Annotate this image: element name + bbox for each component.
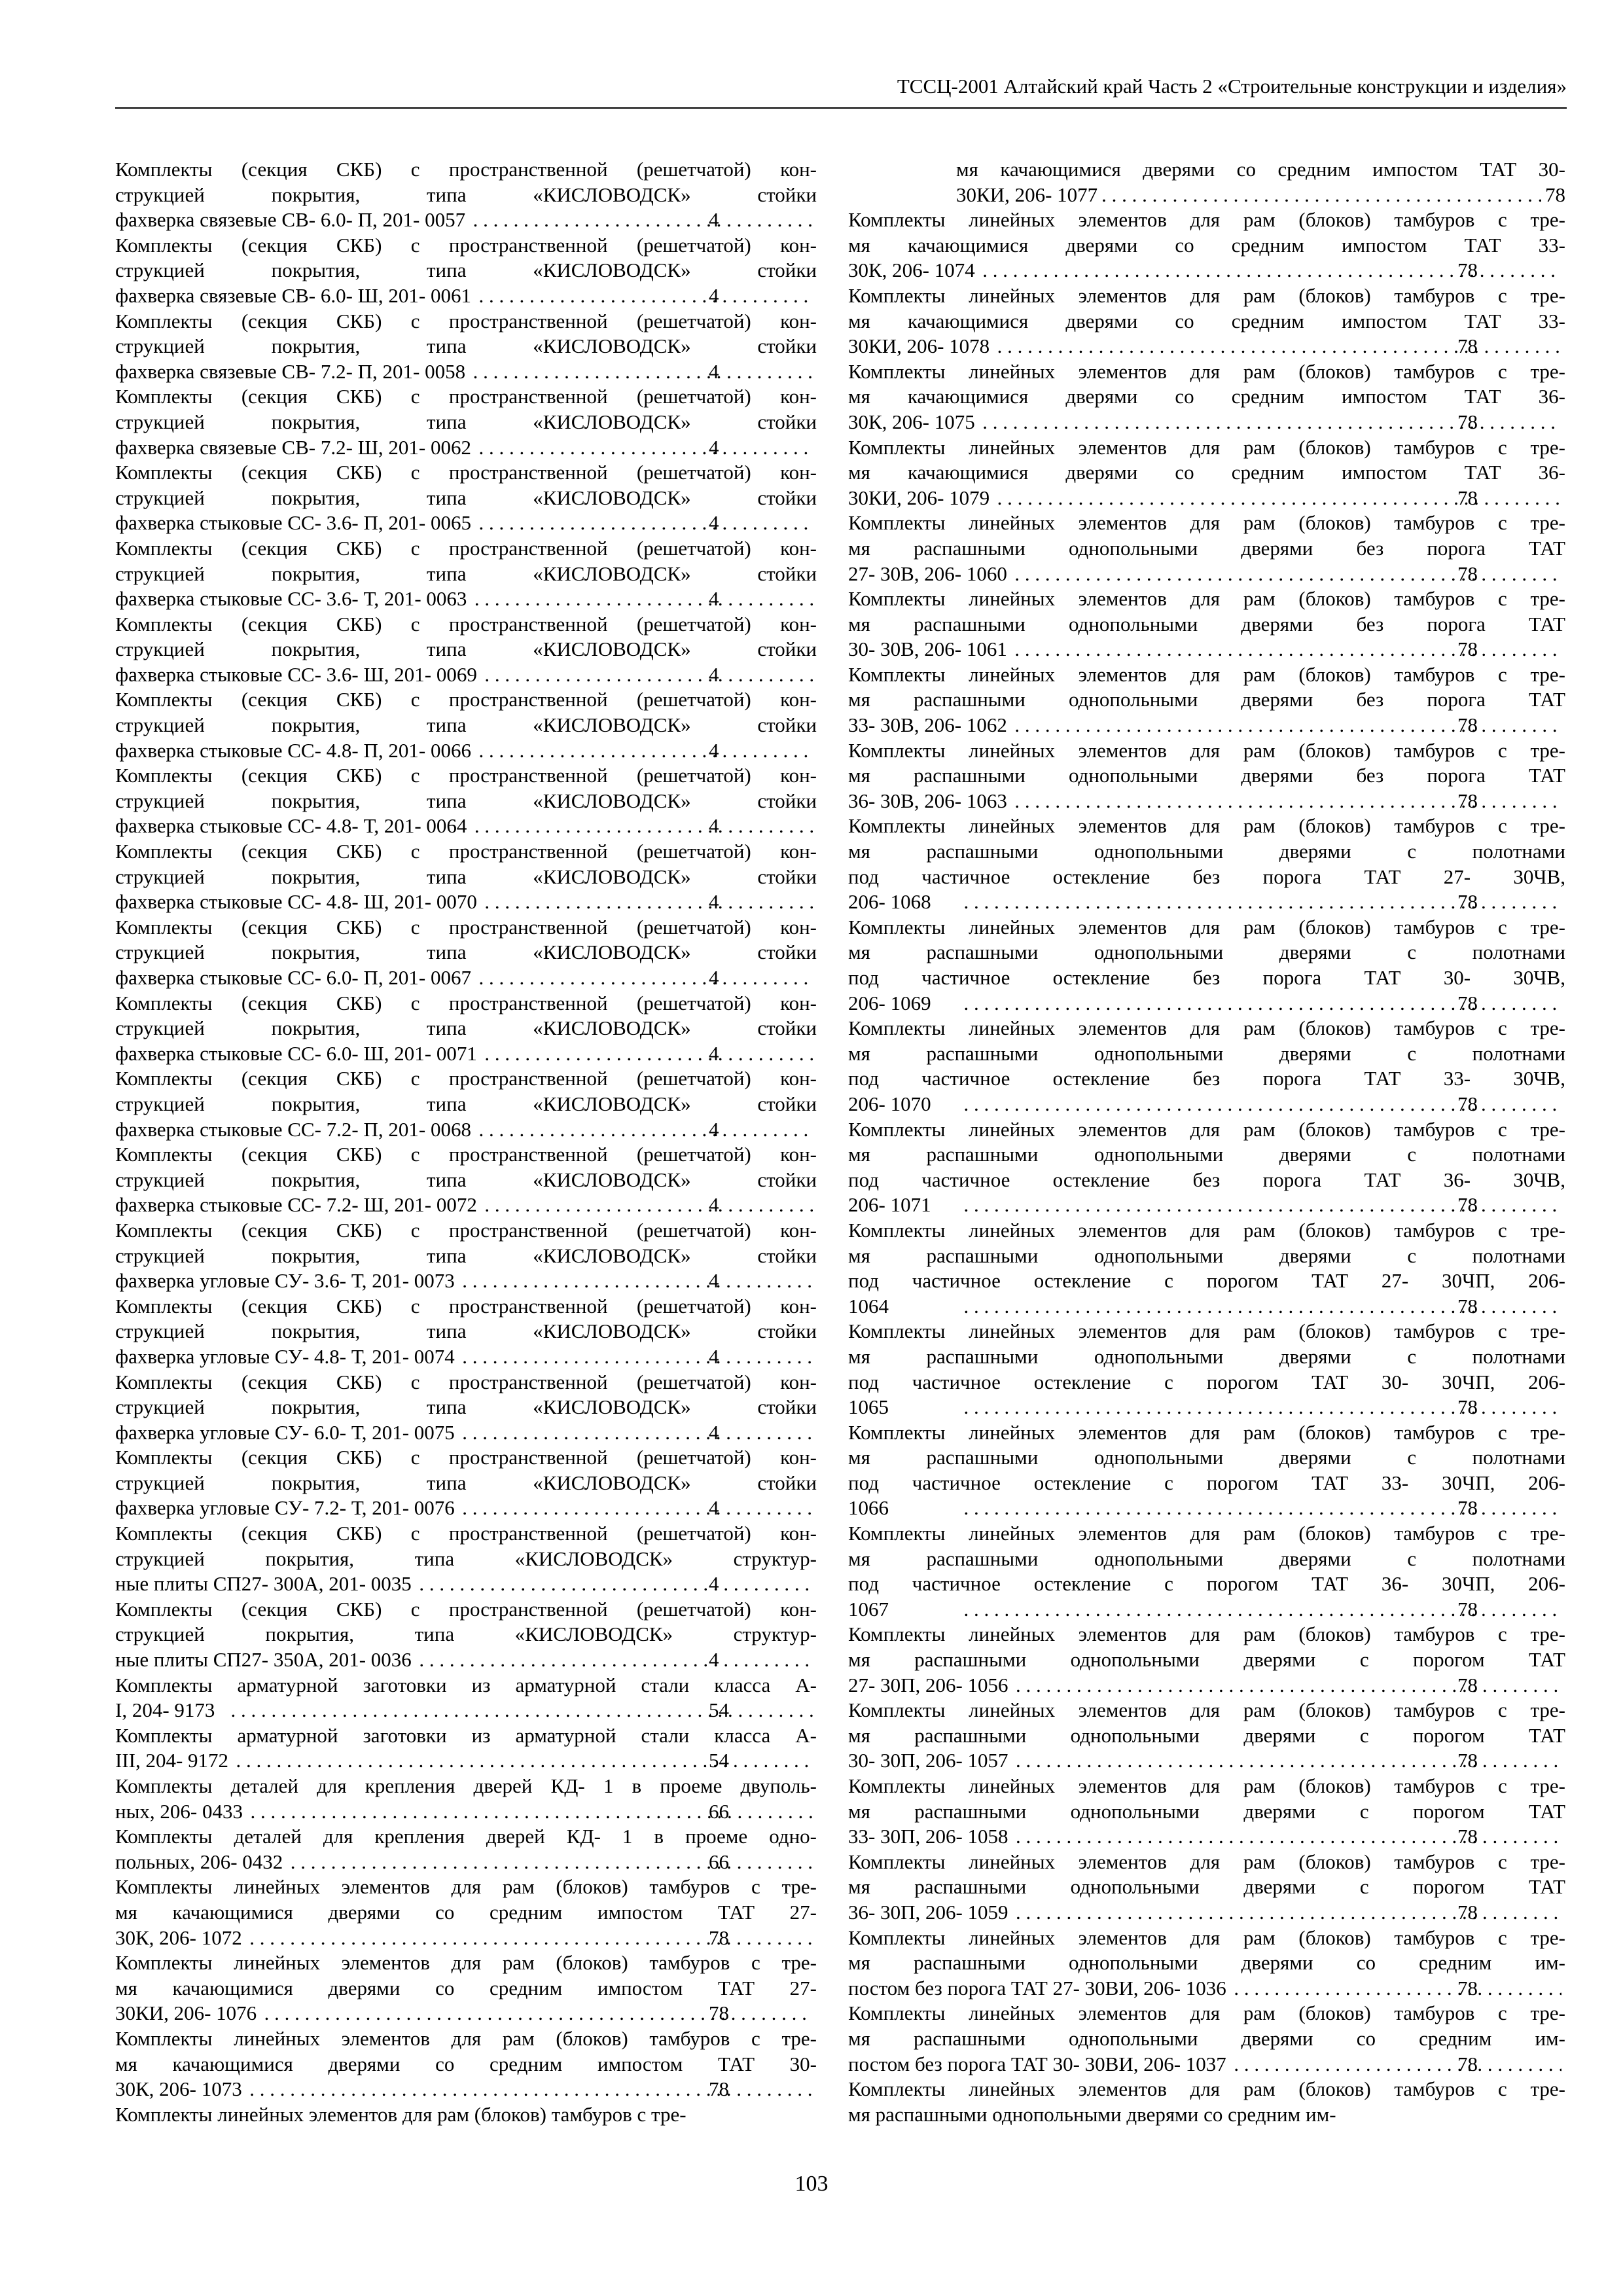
index-entry [115, 1597, 817, 1673]
entry-last-line: фахверка угловые СУ- 3.6- Т, 201- 0073 . . . 4 [223, 1268, 817, 1294]
entry-line: под частичное остекление с порогом ТАТ 30- 30ЧП, 206- [848, 1370, 1565, 1393]
page-number: 103 [794, 2172, 829, 2196]
dot-leader [260, 2001, 813, 2026]
entry-line: мя распашными однопольными дверями с полотнами [848, 1446, 1565, 1469]
index-entry [115, 991, 817, 1067]
entry-last-line: фахверка угловые СУ- 4.8- Т, 201- 0074 . . . 4 [223, 1344, 817, 1370]
entry-last-line: 1066 . . . 78 [956, 1496, 1565, 1521]
dot-leader [416, 1571, 813, 1597]
entry-line: Комплекты линейных элементов для рам (блоков) тамбуров с тре- [848, 208, 1565, 232]
entry-line: струкцией покрытия, типа «КИСЛОВОДСК» стойки [115, 486, 817, 509]
entry-last-line: ные плиты СП27- 350А, 201- 0036 . . . 4 [223, 1647, 817, 1673]
entry-line: мя распашными однопольными дверями с полотнами [848, 941, 1565, 964]
entry-line: Комплекты линейных элементов для рам (блоков) тамбуров с тре- [848, 1850, 1565, 1873]
entry-line: мя распашными однопольными дверями с полотнами [848, 1547, 1565, 1570]
index-entry [115, 536, 817, 612]
index-entry [115, 1066, 817, 1142]
index-entry [848, 738, 1565, 814]
entry-reference: 30КИ, 206- 1076 [115, 2001, 257, 2025]
entry-reference: фахверка стыковые СС- 4.8- П, 201- 0066 [115, 738, 471, 762]
entry-last-line: 1065 . . . 78 [956, 1395, 1565, 1420]
entry-line: Комплекты (секция СКБ) с пространственной (решетчатой) кон- [115, 764, 817, 787]
entry-reference: 30- 30П, 206- 1057 [848, 1749, 1008, 1772]
entry-last-line: 1067 . . . 78 [956, 1597, 1565, 1623]
dot-leader [481, 1041, 813, 1067]
entry-line: мя распашными однопольными дверями без порога ТАТ [848, 688, 1565, 711]
index-entry [115, 1723, 817, 1774]
entry-line: мя распашными однопольными дверями без порога ТАТ [848, 536, 1565, 560]
index-entry [115, 1370, 817, 1446]
entry-line: Комплекты линейных элементов для рам (блоков) тамбуров с тре- [848, 662, 1565, 686]
dot-leader [475, 511, 813, 536]
index-entry [848, 662, 1565, 738]
entry-line: Комплекты (секция СКБ) с пространственной (решетчатой) кон- [115, 233, 817, 257]
index-column-left [115, 157, 817, 2127]
entry-line: Комплекты линейных элементов для рам (блоков) тамбуров с тре- [115, 2026, 817, 2050]
entry-last-line: III, 204- 9172 . . . 54 [223, 1748, 817, 1774]
entry-line: струкцией покрытия, типа «КИСЛОВОДСК» стойки [115, 637, 817, 661]
entry-line: Комплекты линейных элементов для рам (блоков) тамбуров с тре- [115, 1951, 817, 1975]
entry-last-line: фахверка связевые СВ- 7.2- Ш, 201- 0062 . . . 4 [223, 435, 817, 461]
entry-reference: фахверка стыковые СС- 6.0- Ш, 201- 0071 [115, 1041, 477, 1065]
entry-last-line: 206- 1070 . . . 78 [956, 1092, 1565, 1117]
entry-line: Комплекты линейных элементов для рам (блоков) тамбуров с тре- [848, 915, 1565, 939]
entry-line: мя распашными однопольными дверями с полотнами [848, 1244, 1565, 1267]
entry-line: мя распашными однопольными дверями со средним им- [848, 1951, 1565, 1975]
entry-line: струкцией покрытия, типа «КИСЛОВОДСК» стойки [115, 410, 817, 433]
index-entry [115, 2102, 817, 2128]
index-entry [848, 283, 1565, 359]
entry-line: Комплекты линейных элементов для рам (блоков) тамбуров с тре- [848, 2077, 1565, 2101]
entry-line: струкцией покрытия, типа «КИСЛОВОДСК» стойки [115, 865, 817, 888]
entry-line: Комплекты (секция СКБ) с пространственной (решетчатой) кон- [115, 688, 817, 711]
index-entry [115, 1142, 817, 1218]
entry-last-line: фахверка стыковые СС- 3.6- Т, 201- 0063 . . . 4 [223, 586, 817, 612]
entry-line: Комплекты линейных элементов для рам (блоков) тамбуров с тре- [848, 435, 1565, 459]
entry-line: Комплекты линейных элементов для рам (блоков) тамбуров с тре- [848, 814, 1565, 838]
entry-line: Комплекты линейных элементов для рам (блоков) тамбуров с тре- [848, 1623, 1565, 1646]
index-entry [115, 612, 817, 688]
dot-leader [475, 1117, 813, 1143]
entry-reference: фахверка стыковые СС- 4.8- Т, 201- 0064 [115, 814, 467, 838]
entry-line: мя распашными однопольными дверями с полотнами [848, 840, 1565, 863]
dot-leader [475, 965, 813, 991]
dot-leader [481, 1193, 813, 1218]
index-column-right [848, 157, 1565, 2127]
entry-line: под частичное остекление с порогом ТАТ 36- 30ЧП, 206- [848, 1572, 1565, 1596]
entry-last-line: ные плиты СП27- 300А, 201- 0035 . . . 4 [223, 1571, 817, 1597]
entry-reference: 36- 30В, 206- 1063 [848, 789, 1007, 812]
entry-line: струкцией покрытия, типа «КИСЛОВОДСК» стойки [115, 1471, 817, 1494]
entry-line: Комплекты (секция СКБ) с пространственной (решетчатой) кон- [115, 1218, 817, 1242]
entry-last-line: фахверка связевые СВ- 7.2- П, 201- 0058 . . . 4 [223, 359, 817, 385]
entry-line: Комплекты линейных элементов для рам (блоков) тамбуров с тре- [848, 359, 1565, 383]
entry-line: Комплекты (секция СКБ) с пространственной (решетчатой) кон- [115, 1294, 817, 1318]
entry-line: Комплекты линейных элементов для рам (блоков) тамбуров с тре- [848, 1218, 1565, 1242]
dot-leader [469, 207, 813, 233]
entry-reference: фахверка угловые СУ- 7.2- Т, 201- 0076 [115, 1496, 455, 1520]
index-entry [848, 2001, 1565, 2077]
entry-last-line: 30КИ, 206- 1079 . . . 78 [956, 486, 1565, 511]
dot-leader [459, 1268, 813, 1294]
entry-reference: 27- 30П, 206- 1056 [848, 1673, 1008, 1696]
index-entry [115, 2026, 817, 2102]
entry-reference: ные плиты СП27- 300А, 201- 0035 [115, 1572, 412, 1596]
entry-reference: фахверка стыковые СС- 3.6- П, 201- 0065 [115, 511, 471, 535]
index-entry [848, 1926, 1565, 2001]
entry-line: под частичное остекление без порога ТАТ 33- 30ЧВ, [848, 1067, 1565, 1090]
entry-line: струкцией покрытия, типа «КИСЛОВОДСК» стойки [115, 1092, 817, 1115]
entry-line: мя распашными однопольными дверями с порогом ТАТ [848, 1799, 1565, 1823]
entry-line: Комплекты (секция СКБ) с пространственной (решетчатой) кон- [115, 1370, 817, 1393]
index-entry [115, 1445, 817, 1521]
entry-line: Комплекты (секция СКБ) с пространственной (решетчатой) кон- [115, 1067, 817, 1090]
dot-leader [1011, 637, 1561, 662]
entry-reference: фахверка стыковые СС- 6.0- П, 201- 0067 [115, 966, 471, 989]
entry-line: струкцией покрытия, типа «КИСЛОВОДСК» стойки [115, 259, 817, 282]
entry-reference: III, 204- 9172 [115, 1749, 229, 1772]
entry-line: Комплекты (секция СКБ) с пространственной (решетчатой) кон- [115, 309, 817, 332]
entry-last-line: 30КИ, 206- 1076 . . . 78 [223, 2001, 817, 2026]
entry-line: мя качающимися дверями со средним импостом ТАТ 36- [848, 461, 1565, 484]
entry-last-line: 206- 1068 . . . 78 [956, 889, 1565, 915]
entry-last-line: 36- 30П, 206- 1059 . . . 78 [956, 1900, 1565, 1926]
dot-leader [459, 1496, 813, 1521]
entry-reference: фахверка угловые СУ- 3.6- Т, 201- 0073 [115, 1269, 455, 1293]
entry-line: мя распашными однопольными дверями без порога ТАТ [848, 612, 1565, 636]
index-entry [115, 1294, 817, 1370]
dot-leader [287, 1850, 813, 1875]
entry-line: струкцией покрытия, типа «КИСЛОВОДСК» стойки [115, 1016, 817, 1040]
entry-line: Комплекты (секция СКБ) с пространственной (решетчатой) кон- [115, 991, 817, 1014]
index-entry [848, 359, 1565, 435]
entry-last-line: 27- 30П, 206- 1056 . . . 78 [956, 1673, 1565, 1698]
index-entry [115, 1874, 817, 1950]
entry-line: мя качающимися дверями со средним импостом ТАТ 27- [115, 1900, 817, 1924]
dot-leader [459, 1420, 813, 1446]
index-entry [115, 687, 817, 763]
dot-leader [1012, 1673, 1561, 1698]
entry-last-line: 33- 30В, 206- 1062 . . . 78 [956, 713, 1565, 738]
index-entry [848, 1850, 1565, 1926]
entry-line: струкцией покрытия, типа «КИСЛОВОДСК» стойки [115, 713, 817, 737]
index-entry [848, 511, 1565, 586]
index-entry [115, 763, 817, 839]
index-entry [115, 233, 817, 309]
entry-last-line [956, 183, 1565, 208]
entry-last-line: 206- 1071 . . . 78 [956, 1193, 1565, 1218]
entry-last-line: 30К, 206- 1073 . . . 78 [223, 2077, 817, 2102]
index-entry [115, 1824, 817, 1874]
entry-line: Комплекты арматурной заготовки из арматурной стали класса А- [115, 1673, 817, 1696]
entry-last-line: фахверка стыковые СС- 7.2- П, 201- 0068 . . . 4 [223, 1117, 817, 1143]
dot-leader [471, 586, 813, 612]
document-title: ТССЦ-2001 Алтайский край Часть 2 «Строительные конструкции и изделия» [897, 75, 1567, 98]
entry-reference: 30КИ, 206- 1077 [956, 183, 1098, 206]
index-entry [115, 1218, 817, 1294]
entry-line: под частичное остекление без порога ТАТ 30- 30ЧВ, [848, 966, 1565, 989]
entry-line: струкцией покрытия, типа «КИСЛОВОДСК» стойки [115, 941, 817, 964]
entry-line: мя качающимися дверями со средним импостом ТАТ 30- [115, 2052, 817, 2075]
entry-line: Комплекты (секция СКБ) с пространственной (решетчатой) кон- [115, 1143, 817, 1166]
entry-line: Комплекты линейных элементов для рам (блоков) тамбуров с тре- [115, 1875, 817, 1899]
entry-line: Комплекты линейных элементов для рам (блоков) тамбуров с тре- [848, 587, 1565, 611]
entry-line: мя качающимися дверями со средним импостом ТАТ 33- [848, 233, 1565, 257]
entry-line: Комплекты (секция СКБ) с пространственной (решетчатой) кон- [115, 385, 817, 408]
entry-last-line: 30К, 206- 1072 . . . 78 [223, 1926, 817, 1951]
entry-last-line: фахверка стыковые СС- 3.6- Ш, 201- 0069 . . . 4 [223, 662, 817, 688]
entry-line: мя распашными однопольными дверями со средним им- [848, 2026, 1565, 2050]
entry-last-line: ных, 206- 0433 . . . 66 [223, 1799, 817, 1825]
entry-line: под частичное остекление с порогом ТАТ 27- 30ЧП, 206- [848, 1269, 1565, 1293]
index-entry [115, 1774, 817, 1824]
dot-leader [475, 283, 813, 309]
entry-reference: фахверка стыковые СС- 4.8- Ш, 201- 0070 [115, 890, 477, 914]
index-entry [848, 814, 1565, 914]
dot-leader [1230, 2052, 1561, 2077]
entry-last-line: фахверка угловые СУ- 6.0- Т, 201- 0075 . . . 4 [223, 1420, 817, 1446]
entry-line: Комплекты (секция СКБ) с пространственной (решетчатой) кон- [115, 536, 817, 560]
entry-line: мя распашными однопольными дверями с полотнами [848, 1344, 1565, 1368]
entry-reference: 30- 30В, 206- 1061 [848, 637, 1007, 661]
entry-last-line: фахверка связевые СВ- 6.0- Ш, 201- 0061 . . . 4 [223, 283, 817, 309]
entry-line: Комплекты (секция СКБ) с пространственной (решетчатой) кон- [115, 1446, 817, 1469]
entry-line: струкцией покрытия, типа «КИСЛОВОДСК» стойки [115, 562, 817, 585]
entry-line: струкцией покрытия, типа «КИСЛОВОДСК» стойки [115, 1395, 817, 1419]
entry-reference: фахверка стыковые СС- 7.2- П, 201- 0068 [115, 1117, 471, 1141]
index-entry [115, 384, 817, 460]
entry-line: Комплекты деталей для крепления дверей КД- 1 в проеме двуполь- [115, 1774, 817, 1797]
entry-line: мя распашными однопольными дверями с порогом ТАТ [848, 1648, 1565, 1672]
entry-last-line: фахверка стыковые СС- 6.0- Ш, 201- 0071 . . . 4 [223, 1041, 817, 1067]
entry-reference: фахверка стыковые СС- 3.6- Ш, 201- 0069 [115, 662, 477, 686]
entry-reference: 30К, 206- 1074 [848, 259, 975, 282]
index-entry [848, 915, 1565, 1016]
entry-line: Комплекты линейных элементов для рам (блоков) тамбуров с тре- [848, 1117, 1565, 1141]
entry-line: Комплекты линейных элементов для рам (блоков) тамбуров с тре- [848, 1774, 1565, 1797]
entry-line: струкцией покрытия, типа «КИСЛОВОДСК» стойки [115, 1244, 817, 1267]
entry-line: струкцией покрытия, типа «КИСЛОВОДСК» структур- [115, 1547, 817, 1570]
entry-line: Комплекты линейных элементов для рам (блоков) тамбуров с тре- [848, 738, 1565, 762]
entry-line: Комплекты линейных элементов для рам (блоков) тамбуров с тре- [115, 2102, 687, 2126]
entry-line: Комплекты (секция СКБ) с пространственной (решетчатой) кон- [115, 840, 817, 863]
index-entry [848, 207, 1565, 283]
entry-line: струкцией покрытия, типа «КИСЛОВОДСК» стойки [115, 183, 817, 206]
index-entry [115, 460, 817, 536]
entry-reference: 33- 30В, 206- 1062 [848, 713, 1007, 737]
entry-line: струкцией покрытия, типа «КИСЛОВОДСК» структур- [115, 1623, 817, 1646]
entry-last-line: фахверка связевые СВ- 6.0- П, 201- 0057 . . . 4 [223, 207, 817, 233]
entry-reference: 36- 30П, 206- 1059 [848, 1900, 1008, 1924]
entry-line: Комплекты (секция СКБ) с пространственной (решетчатой) кон- [115, 158, 817, 181]
entry-line: Комплекты линейных элементов для рам (блоков) тамбуров с тре- [848, 511, 1565, 535]
entry-reference: фахверка связевые СВ- 6.0- П, 201- 0057 [115, 208, 466, 232]
dot-leader [475, 435, 813, 461]
entry-last-line: 206- 1069 . . . 78 [956, 991, 1565, 1016]
index-entry [115, 915, 817, 991]
index-entry [848, 1774, 1565, 1850]
index-entry [848, 1319, 1565, 1420]
entry-last-line: 30- 30П, 206- 1057 . . . 78 [956, 1748, 1565, 1774]
entry-last-line: I, 204- 9173 . . . 54 [223, 1698, 817, 1723]
dot-leader [481, 889, 813, 915]
entry-line: мя распашными однопольными дверями с порогом ТАТ [848, 1875, 1565, 1899]
entry-line: мя распашными однопольными дверями с полотнами [848, 1143, 1565, 1166]
dot-leader [1012, 1900, 1561, 1926]
entry-reference: ные плиты СП27- 350А, 201- 0036 [115, 1648, 412, 1672]
index-entry [848, 586, 1565, 662]
entry-reference: фахверка связевые СВ- 7.2- Ш, 201- 0062 [115, 435, 471, 459]
entry-line: Комплекты линейных элементов для рам (блоков) тамбуров с тре- [848, 1522, 1565, 1545]
entry-line: мя распашными однопольными дверями с полотнами [848, 1041, 1565, 1065]
dot-leader [469, 359, 813, 385]
entry-line: Комплекты (секция СКБ) с пространственной (решетчатой) кон- [115, 915, 817, 939]
entry-last-line: фахверка стыковые СС- 4.8- Ш, 201- 0070 . . . 4 [223, 889, 817, 915]
entry-line: Комплекты (секция СКБ) с пространственной (решетчатой) кон- [115, 1522, 817, 1545]
entry-line: под частичное остекление без порога ТАТ 36- 30ЧВ, [848, 1168, 1565, 1191]
entry-last-line: фахверка угловые СУ- 7.2- Т, 201- 0076 . . . 4 [223, 1496, 817, 1521]
dot-leader [1101, 183, 1541, 208]
dot-leader [475, 738, 813, 764]
entry-reference: фахверка угловые СУ- 4.8- Т, 201- 0074 [115, 1344, 455, 1368]
entry-last-line: фахверка стыковые СС- 3.6- П, 201- 0065 . . . 4 [223, 511, 817, 536]
entry-reference: 30К, 206- 1072 [115, 1926, 242, 1949]
entry-line: мя распашными однопольными дверями со средним им- [848, 2102, 1336, 2126]
entry-last-line: 30К, 206- 1074 . . . 78 [956, 258, 1565, 283]
entry-line: под частичное остекление с порогом ТАТ 33- 30ЧП, 206- [848, 1471, 1565, 1494]
index-entry [848, 435, 1565, 511]
entry-reference: польных, 206- 0432 [115, 1850, 283, 1873]
entry-last-line: 36- 30В, 206- 1063 . . . 78 [956, 789, 1565, 814]
entry-reference: ных, 206- 0433 [115, 1799, 243, 1823]
entry-reference: фахверка угловые СУ- 6.0- Т, 201- 0075 [115, 1420, 455, 1444]
dot-leader [1012, 1748, 1561, 1774]
entry-reference: 30КИ, 206- 1079 [848, 486, 990, 509]
entry-reference: фахверка стыковые СС- 7.2- Ш, 201- 0072 [115, 1193, 477, 1217]
dot-leader [1011, 789, 1561, 814]
dot-leader [1012, 1824, 1561, 1850]
entry-line: мя качающимися дверями со средним импостом ТАТ 33- [848, 309, 1565, 332]
entry-last-line: 33- 30П, 206- 1058 . . . 78 [956, 1824, 1565, 1850]
index-entry [115, 309, 817, 385]
entry-line: мя качающимися дверями со средним импостом ТАТ 27- [115, 1976, 817, 2000]
entry-line: Комплекты линейных элементов для рам (блоков) тамбуров с тре- [848, 1016, 1565, 1040]
entry-last-line: 30К, 206- 1075 . . . 78 [956, 410, 1565, 435]
index-entry [848, 1117, 1565, 1218]
entry-line: Комплекты (секция СКБ) с пространственной (решетчатой) кон- [115, 1597, 817, 1621]
entry-reference: постом без порога ТАТ 27- 30ВИ, 206- 1036 [848, 1976, 1226, 2000]
entry-line: Комплекты линейных элементов для рам (блоков) тамбуров с тре- [848, 1319, 1565, 1343]
index-entry [848, 157, 1565, 207]
entry-last-line: 30КИ, 206- 1078 . . . 78 [956, 334, 1565, 359]
entry-line: Комплекты линейных элементов для рам (блоков) тамбуров с тре- [848, 283, 1565, 307]
dot-leader [459, 1344, 813, 1370]
index-entry [848, 1622, 1565, 1698]
entry-line: Комплекты линейных элементов для рам (блоков) тамбуров с тре- [848, 1420, 1565, 1444]
entry-last-line: постом без порога ТАТ 30- 30ВИ, 206- 1037 . . . 78 [956, 2052, 1565, 2077]
dot-leader [481, 662, 813, 688]
entry-line: струкцией покрытия, типа «КИСЛОВОДСК» стойки [115, 1319, 817, 1343]
entry-reference: 33- 30П, 206- 1058 [848, 1825, 1008, 1848]
index-entry [115, 839, 817, 915]
index-entry [115, 1521, 817, 1597]
index-entry [115, 1673, 817, 1723]
entry-reference: 30К, 206- 1075 [848, 410, 975, 433]
entry-line: мя качающимися дверями со средним импостом ТАТ 30- [956, 158, 1565, 181]
index-entry [848, 1420, 1565, 1521]
index-entry [115, 157, 817, 233]
dot-leader [1230, 1976, 1561, 2001]
dot-leader [1011, 562, 1561, 587]
entry-line: Комплекты (секция СКБ) с пространственной (решетчатой) кон- [115, 612, 817, 636]
entry-last-line: польных, 206- 0432 . . . 66 [223, 1850, 817, 1875]
entry-line: Комплекты (секция СКБ) с пространственной (решетчатой) кон- [115, 461, 817, 484]
entry-reference: 27- 30В, 206- 1060 [848, 562, 1007, 585]
index-entry [848, 1218, 1565, 1319]
index-entry [848, 1698, 1565, 1774]
entry-line: струкцией покрытия, типа «КИСЛОВОДСК» стойки [115, 789, 817, 812]
entry-last-line: 1064 . . . 78 [956, 1294, 1565, 1319]
entry-reference: 30К, 206- 1073 [115, 2077, 242, 2101]
entry-reference: фахверка связевые СВ- 7.2- П, 201- 0058 [115, 359, 466, 383]
entry-last-line: фахверка стыковые СС- 4.8- Т, 201- 0064 . . . 4 [223, 814, 817, 839]
entry-last-line: 27- 30В, 206- 1060 . . . 78 [956, 562, 1565, 587]
entry-line: мя качающимися дверями со средним импостом ТАТ 36- [848, 385, 1565, 408]
entry-line: струкцией покрытия, типа «КИСЛОВОДСК» стойки [115, 1168, 817, 1191]
entry-last-line: постом без порога ТАТ 27- 30ВИ, 206- 1036 . . . 78 [956, 1976, 1565, 2001]
entry-line: Комплекты линейных элементов для рам (блоков) тамбуров с тре- [848, 1926, 1565, 1949]
entry-reference: фахверка связевые СВ- 6.0- Ш, 201- 0061 [115, 283, 471, 307]
entry-line: мя распашными однопольными дверями без порога ТАТ [848, 764, 1565, 787]
entry-line: Комплекты линейных элементов для рам (блоков) тамбуров с тре- [848, 2001, 1565, 2025]
entry-line: Комплекты арматурной заготовки из арматурной стали класса А- [115, 1723, 817, 1747]
entry-last-line: фахверка стыковые СС- 6.0- П, 201- 0067 . . . 4 [223, 965, 817, 991]
entry-line: струкцией покрытия, типа «КИСЛОВОДСК» стойки [115, 334, 817, 358]
entry-reference: 30КИ, 206- 1078 [848, 334, 990, 358]
entry-line: под частичное остекление без порога ТАТ 27- 30ЧВ, [848, 865, 1565, 888]
index-entry [848, 1521, 1565, 1622]
index-entry [848, 1016, 1565, 1117]
dot-leader [471, 814, 813, 839]
entry-reference: постом без порога ТАТ 30- 30ВИ, 206- 1037 [848, 2052, 1226, 2075]
entry-last-line: фахверка стыковые СС- 4.8- П, 201- 0066 . . . 4 [223, 738, 817, 764]
entry-line: Комплекты линейных элементов для рам (блоков) тамбуров с тре- [848, 1698, 1565, 1722]
dot-leader [416, 1647, 813, 1673]
entry-page-number: 78 [1545, 183, 1565, 206]
entry-line: Комплекты деталей для крепления дверей КД- 1 в проеме одно- [115, 1825, 817, 1848]
entry-reference: фахверка стыковые СС- 3.6- Т, 201- 0063 [115, 587, 467, 611]
dot-leader [1011, 713, 1561, 738]
entry-line: мя распашными однопольными дверями с порогом ТАТ [848, 1723, 1565, 1747]
index-entry [848, 2077, 1565, 2127]
entry-last-line: 30- 30В, 206- 1061 . . . 78 [956, 637, 1565, 662]
running-header [115, 71, 1567, 109]
entry-last-line: фахверка стыковые СС- 7.2- Ш, 201- 0072 . . . 4 [223, 1193, 817, 1218]
index-entry [115, 1950, 817, 2026]
